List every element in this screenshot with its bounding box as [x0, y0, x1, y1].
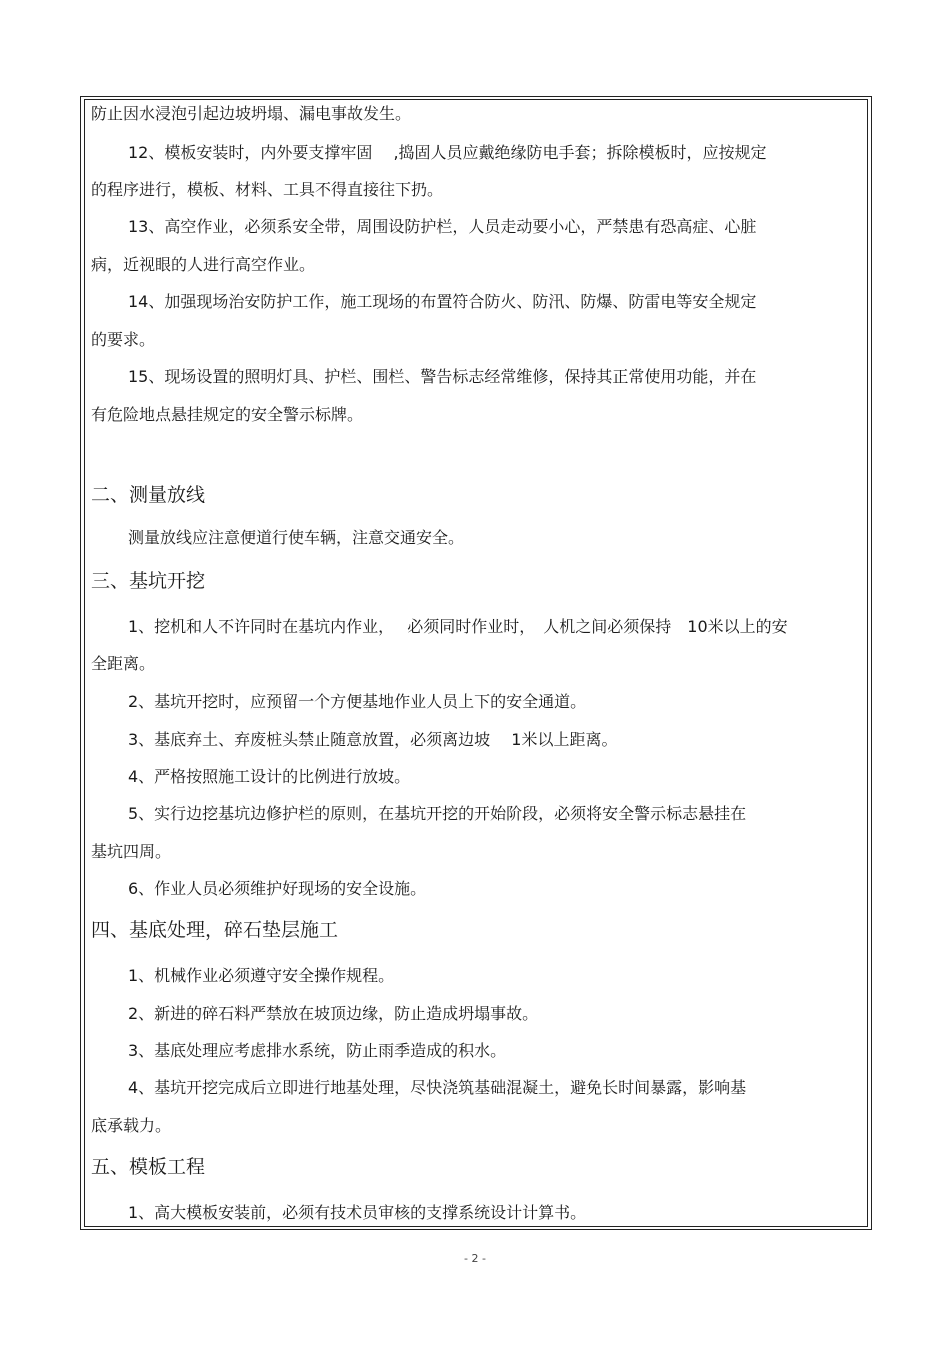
text-line: 的程序进行，模板、材料、工具不得直接往下扔。: [91, 180, 444, 199]
text-line: 3、基底处理应考虑排水系统，防止雨季造成的积水。: [128, 1041, 507, 1060]
text-line: 5、实行边挖基坑边修护栏的原则，在基坑开挖的开始阶段，必须将安全警示标志悬挂在: [128, 804, 747, 823]
text-line: 的要求。: [91, 330, 156, 349]
text-line: 15、现场设置的照明灯具、护栏、围栏、警告标志经常维修，保持其正常使用功能，并在: [128, 367, 757, 386]
text-line: 12、模板安装时，内外要支撑牢固 ,捣固人员应戴绝缘防电手套；拆除模板时，应按规定: [128, 143, 767, 162]
text-line: 3、基底弃土、弃废桩头禁止随意放置，必须离边坡 1米以上距离。: [128, 730, 618, 749]
text-line: 2、新进的碎石料严禁放在坡顶边缘，防止造成坍塌事故。: [128, 1004, 539, 1023]
text-line: 6、作业人员必须维护好现场的安全设施。: [128, 879, 427, 898]
text-line: 4、基坑开挖完成后立即进行地基处理，尽快浇筑基础混凝土，避免长时间暴露，影响基: [128, 1078, 747, 1097]
text-line: 基坑四周。: [91, 842, 172, 861]
section-heading: 二、测量放线: [91, 484, 206, 506]
section-heading: 四、基底处理，碎石垫层施工: [91, 919, 339, 941]
text-line: 测量放线应注意便道行使车辆，注意交通安全。: [128, 528, 465, 547]
text-line: 防止因水浸泡引起边坡坍塌、漏电事故发生。: [91, 104, 412, 123]
text-line: 1、挖机和人不许同时在基坑内作业， 必须同时作业时， 人机之间必须保持 10米以上的安: [128, 617, 788, 636]
text-line: 底承载力。: [91, 1116, 172, 1135]
section-heading: 三、基坑开挖: [91, 570, 206, 592]
page-number: - 2 -: [464, 1252, 486, 1265]
section-heading: 五、模板工程: [91, 1156, 206, 1178]
text-line: 1、高大模板安装前，必须有技术员审核的支撑系统设计计算书。: [128, 1203, 587, 1222]
text-line: 4、严格按照施工设计的比例进行放坡。: [128, 767, 411, 786]
text-line: 1、机械作业必须遵守安全操作规程。: [128, 966, 395, 985]
text-line: 13、高空作业，必须系安全带，周围设防护栏，人员走动要小心，严禁患有恐高症、心脏: [128, 217, 757, 236]
text-line: 有危险地点悬挂规定的安全警示标牌。: [91, 405, 364, 424]
text-line: 全距离。: [91, 654, 156, 673]
text-line: 病，近视眼的人进行高空作业。: [91, 255, 316, 274]
text-line: 2、基坑开挖时，应预留一个方便基地作业人员上下的安全通道。: [128, 692, 587, 711]
text-line: 14、加强现场治安防护工作，施工现场的布置符合防火、防汛、防爆、防雷电等安全规定: [128, 292, 757, 311]
